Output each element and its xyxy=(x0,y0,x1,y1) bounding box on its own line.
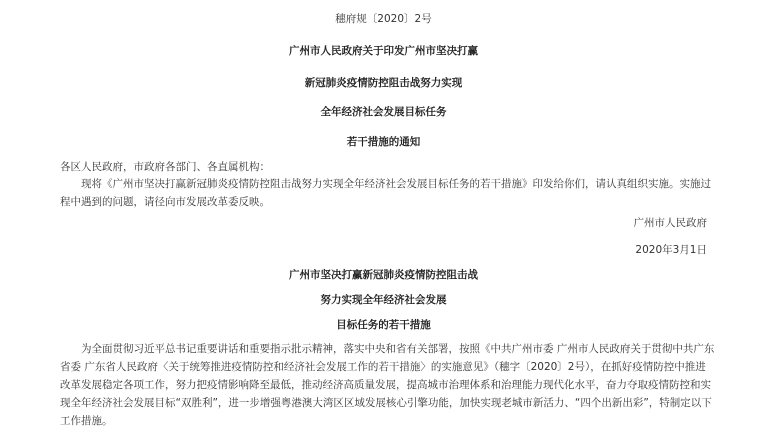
subtitle-line-2: 努力实现全年经济社会发展 xyxy=(320,294,447,306)
title-line-1: 广州市人民政府关于印发广州市坚决打赢 xyxy=(289,45,478,57)
document-number: 穗府规〔2020〕2号 xyxy=(335,13,432,25)
body-paragraph: 现将《广州市坚决打赢新冠肺炎疫情防控阻击战努力实现全年经济社会发展目标任务的若干措施》印发给你们，请认真组织实施。实施过程中遇到的问题，请径向市发展改革委反映。 xyxy=(60,178,711,208)
intro-paragraph: 为全面贯彻习近平总书记重要讲话和重要指示批示精神，落实中央和省有关部署，按照《中共广州市委 广州市人民政府关于贯彻中共广东省委 广东省人民政府〈关于统筹推进疫情防控和经济社会发展工作的若干措施〉的实施意见》（穗字〔2020〕2号），在抓好疫情防控中推进改革发展稳定各项工作，努力把疫情影响降至最低，推动经济高质量发展，提高城市治理体系和治理能力现代化水平，奋力夺取疫情防控和实现全年经济社会发展目标“双胜利”，进一步增强粤港澳大湾区区域发展核心引擎功能，加快实现老城市新活力、“四个出新出彩”，特制定以下工作措施。 xyxy=(60,343,715,427)
title-line-3: 全年经济社会发展目标任务 xyxy=(320,106,447,118)
title-line-2: 新冠肺炎疫情防控阻击战努力实现 xyxy=(304,77,463,89)
signature: 广州市人民政府 xyxy=(633,217,707,229)
date: 2020年3月1日 xyxy=(635,244,707,256)
salutation: 各区人民政府，市政府各部门、各直属机构： xyxy=(60,161,270,173)
title-line-4: 若干措施的通知 xyxy=(346,136,421,148)
subtitle-line-1: 广州市坚决打赢新冠肺炎疫情防控阻击战 xyxy=(289,269,478,281)
subtitle-line-3: 目标任务的若干措施 xyxy=(336,319,431,331)
